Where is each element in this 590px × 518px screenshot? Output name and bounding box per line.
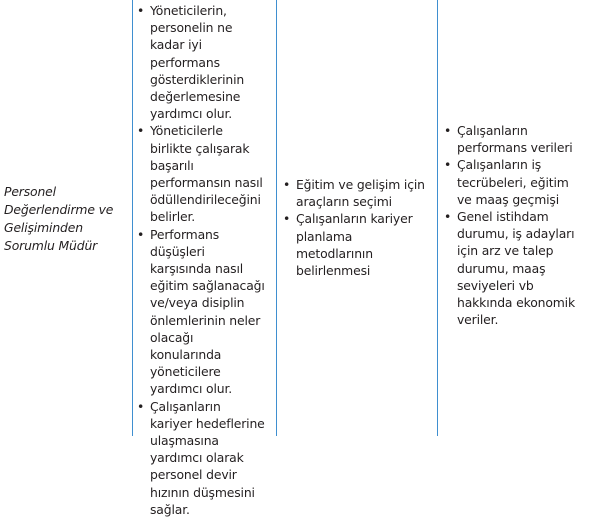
column-divider: [132, 0, 133, 436]
information-needs-list: [443, 122, 583, 328]
list-item: • Çalışanların kariyer hedeflerine ulaşmasına yardımcı olarak personel devir hızının düşmesini sağlar.: [136, 398, 266, 518]
list-item: • Genel istihdam durumu, iş adayları için arz ve talep durumu, maaş seviyeleri vb hakkında ekonomik veriler.: [443, 208, 583, 328]
list-item: • Yöneticilerin, personelin ne kadar iyi performans gösterdiklerinin değerlemesine yardımcı olur.: [136, 2, 266, 122]
responsibilities-list: [136, 2, 266, 518]
column-divider: [276, 0, 277, 436]
list-item: • Yöneticilerle birlikte çalışarak başarılı performansın nasıl ödüllendirileceğini belirler.: [136, 122, 266, 225]
list-item: • Çalışanların iş tecrübeleri, eğitim ve maaş geçmişi: [443, 156, 583, 208]
list-item: • Çalışanların performans verileri: [443, 122, 583, 156]
role-cell: Personel Değerlendirme ve Gelişiminden Sorumlu Müdür: [4, 184, 114, 253]
column-divider: [437, 0, 438, 436]
decisions-list: [282, 176, 427, 279]
list-item: • Çalışanların kariyer planlama metodlarının belirlenmesi: [282, 210, 427, 279]
list-item: • Performans düşüşleri karşısında nasıl eğitim sağlanacağı ve/veya disiplin önlemlerinin neler olacağı konularında yöneticilere yardımcı olur.: [136, 226, 266, 398]
list-item: • Eğitim ve gelişim için araçların seçimi: [282, 176, 427, 210]
